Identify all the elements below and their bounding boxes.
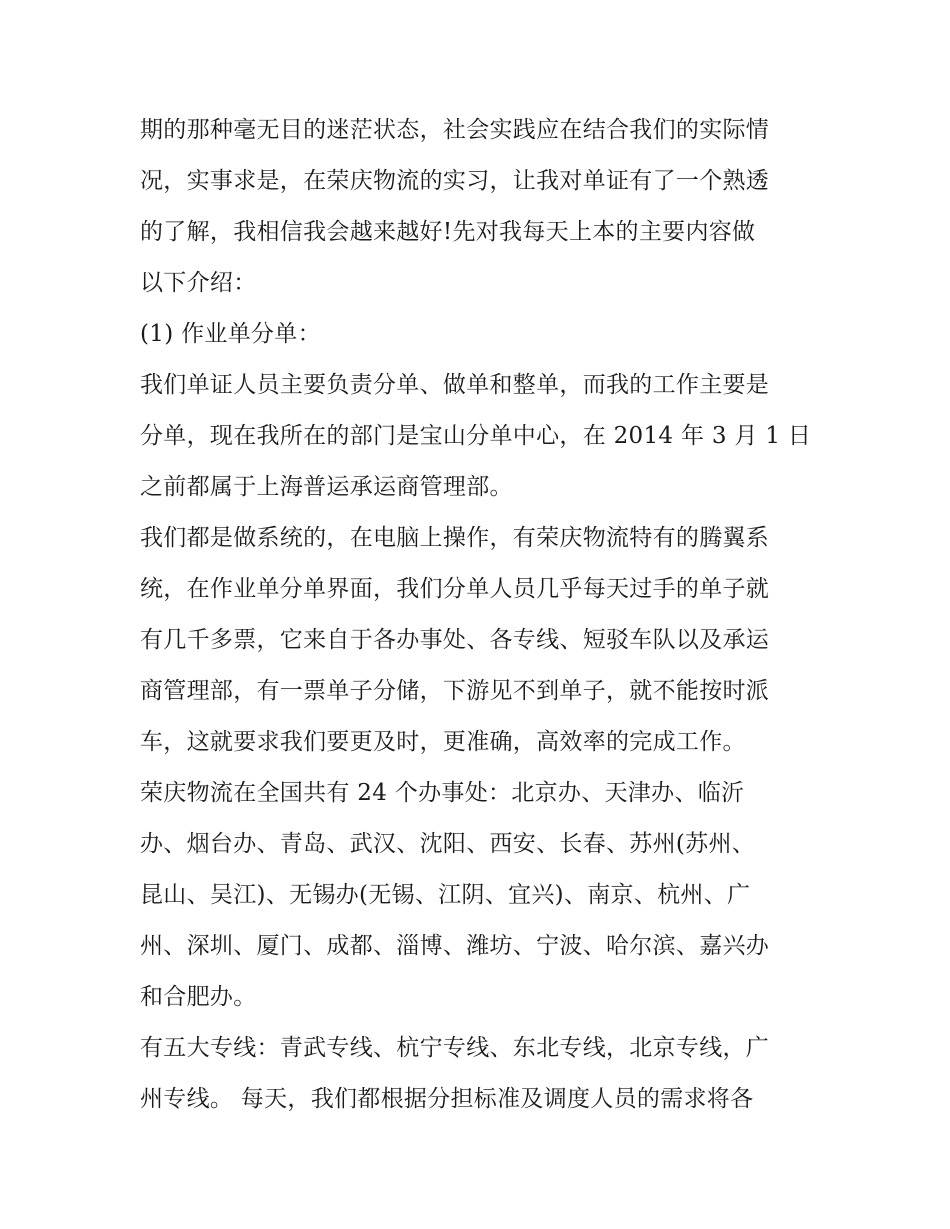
section-heading: (1) 作业单分单：: [140, 321, 321, 347]
text-line: 车，这就要求我们要更及时，更准确，高效率的完成工作。: [140, 729, 746, 755]
text-line: 的了解，我相信我会越来越好!先对我每天上本的主要内容做: [140, 219, 756, 245]
text-line: 有五大专线：青武专线、杭宁专线、东北专线，北京专线，广: [140, 1035, 770, 1061]
text-line: 荣庆物流在全国共有 24 个办事处：北京办、天津办、临沂: [140, 780, 745, 806]
text-line: 分单，现在我所在的部门是宝山分单中心，在 2014 年 3 月 1 日: [140, 423, 812, 449]
text-line: 州专线。 每天，我们都根据分担标准及调度人员的需求将各: [140, 1086, 754, 1112]
text-line: 我们都是做系统的，在电脑上操作，有荣庆物流特有的腾翼系: [140, 525, 770, 551]
text-line: 商管理部，有一票单子分储，下游见不到单子，就不能按时派: [140, 678, 770, 704]
text-line: 昆山、吴江)、无锡办(无锡、江阴、宜兴)、南京、杭州、广: [140, 882, 751, 908]
text-line: 和合肥办。: [140, 984, 257, 1010]
text-line: 有几千多票，它来自于各办事处、各专线、短驳车队以及承运: [140, 627, 770, 653]
body-text: [140, 105, 820, 1125]
text-line: 期的那种毫无目的迷茫状态，社会实践应在结合我们的实际情: [140, 117, 770, 143]
text-line: 况，实事求是，在荣庆物流的实习，让我对单证有了一个熟透: [140, 168, 770, 194]
text-line: 之前都属于上海普运承运商管理部。: [140, 474, 513, 500]
text-line: 以下介绍：: [140, 270, 257, 296]
text-line: 我们单证人员主要负责分单、做单和整单，而我的工作主要是: [140, 372, 770, 398]
text-line: 办、烟台办、青岛、武汉、沈阳、西安、长春、苏州(苏州、: [140, 831, 756, 857]
text-line: 统，在作业单分单界面，我们分单人员几乎每天过手的单子就: [140, 576, 770, 602]
text-line: 州、深圳、厦门、成都、淄博、潍坊、宁波、哈尔滨、嘉兴办: [140, 933, 770, 959]
